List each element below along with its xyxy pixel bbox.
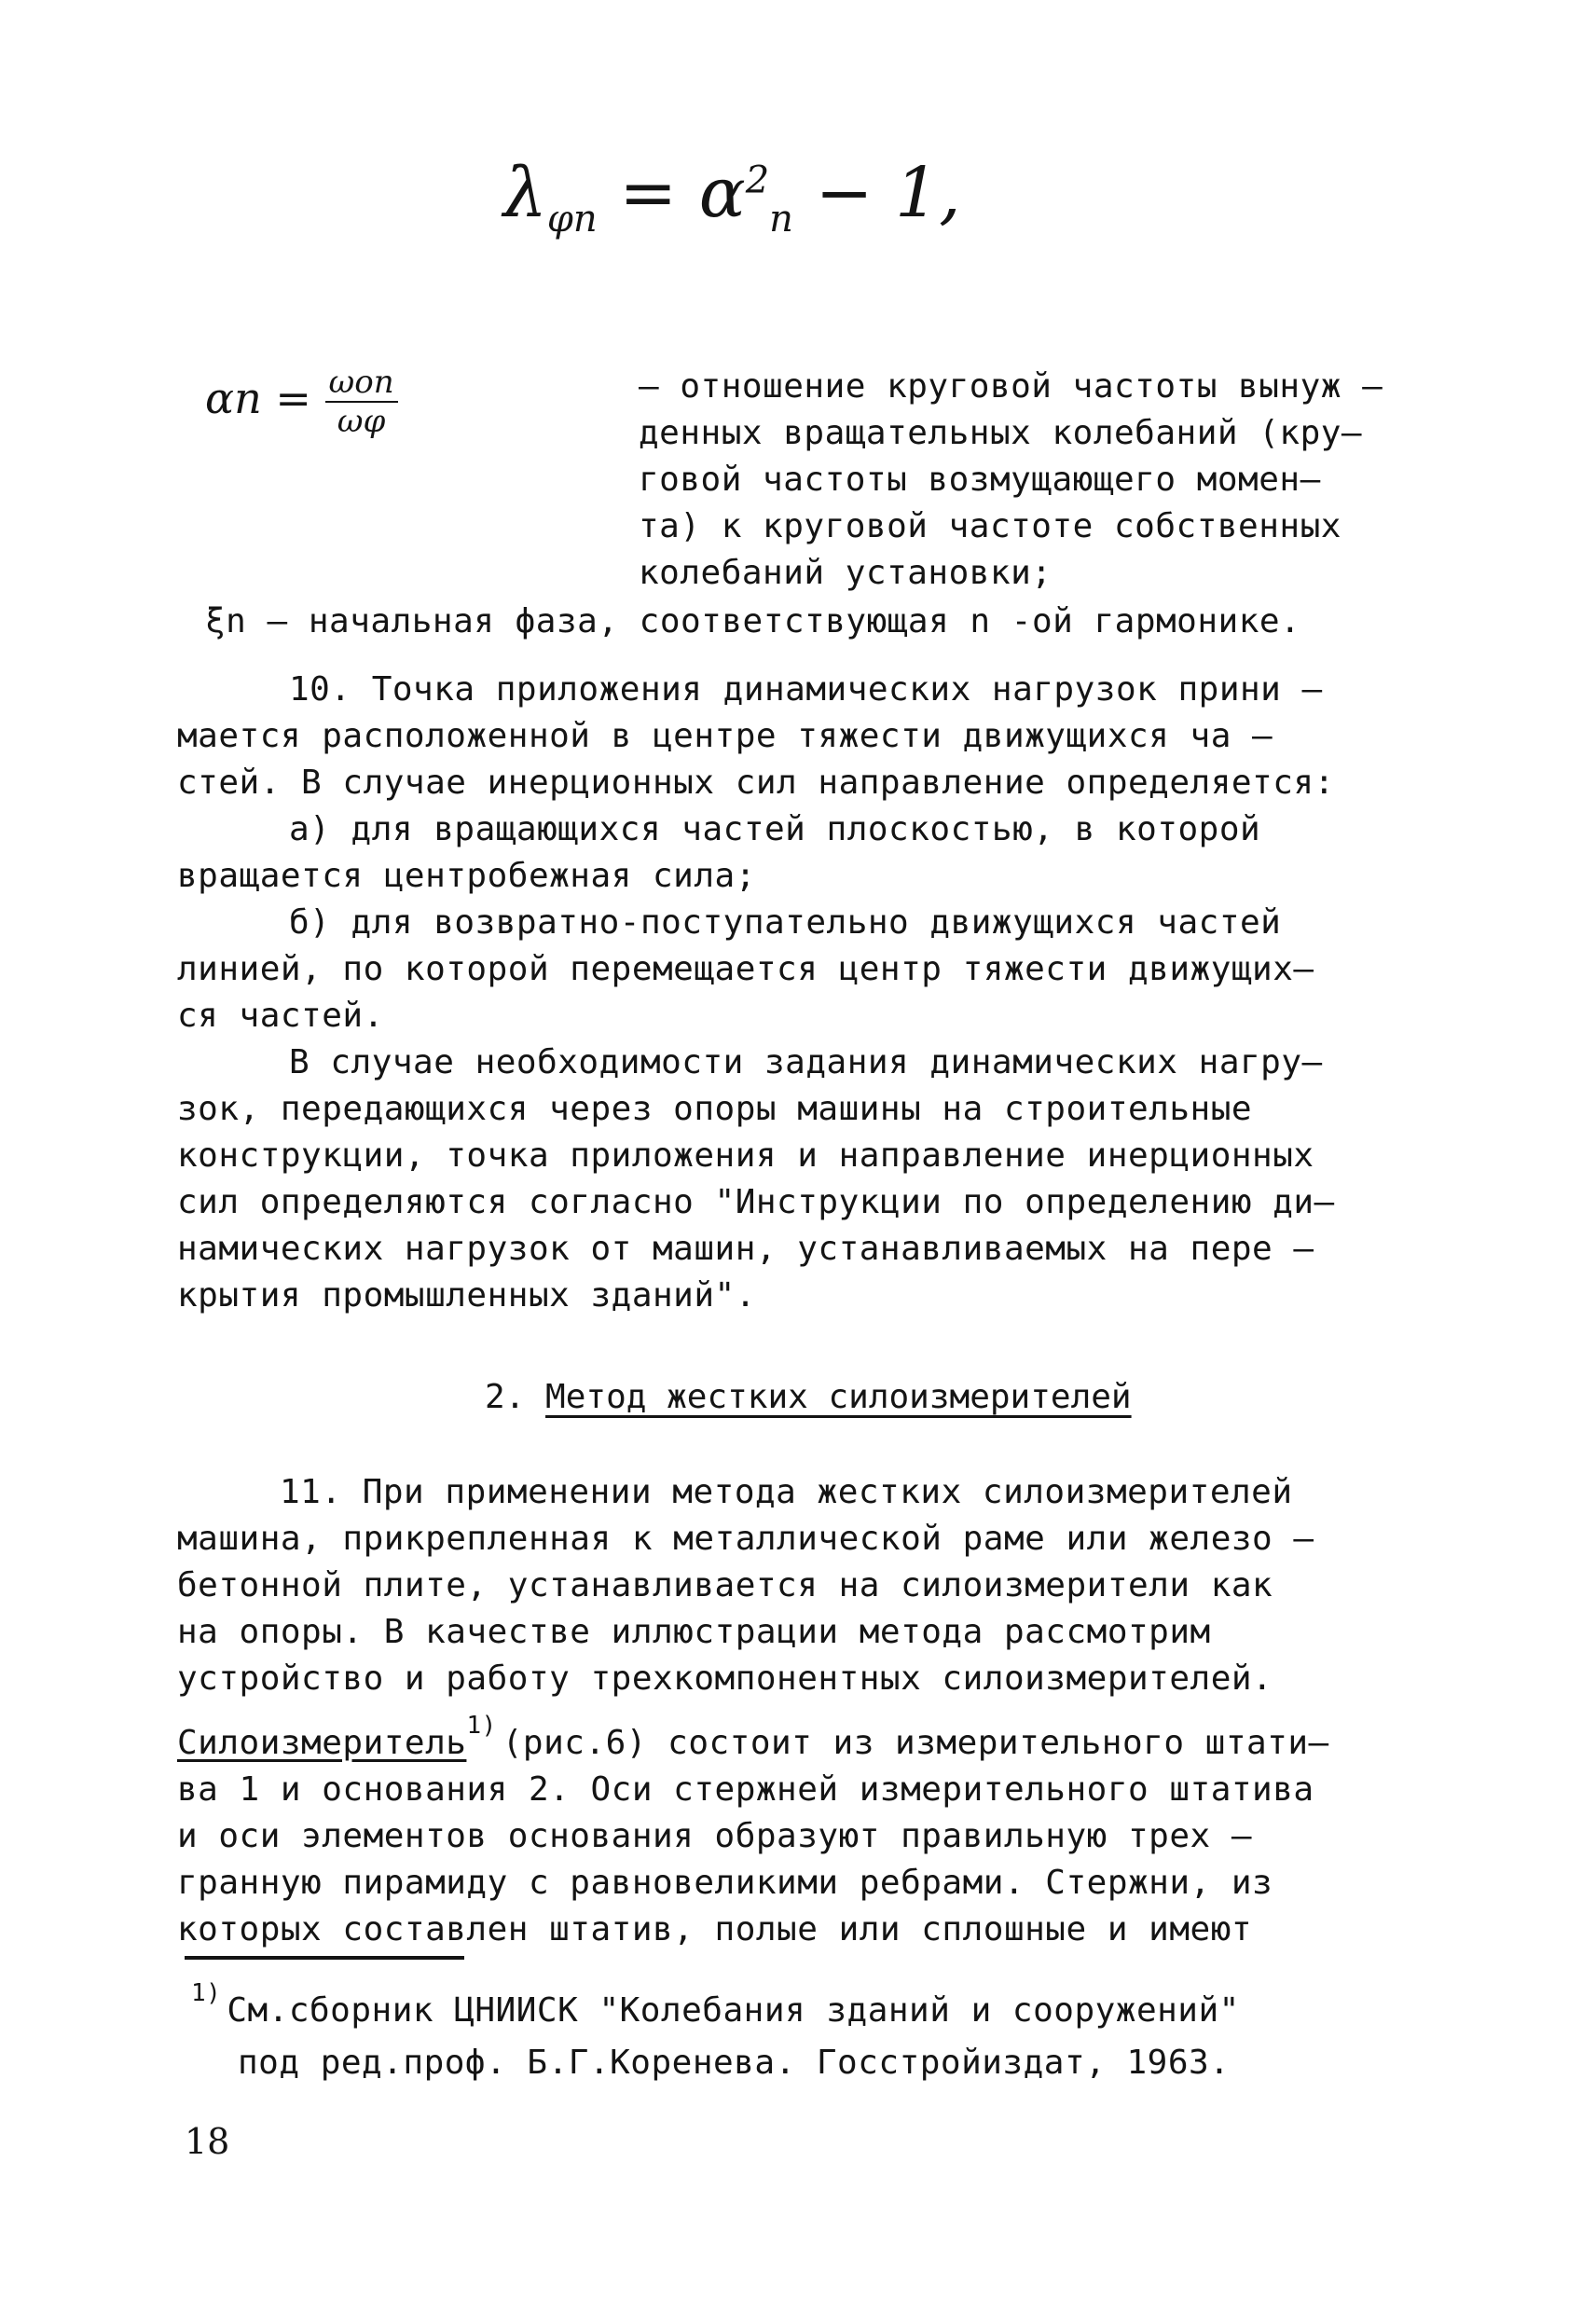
section-title: Метод жестких силоизмерителей	[545, 1378, 1132, 1416]
text-line: 11. При применении метода жестких силоизмерителей	[280, 1473, 1293, 1511]
alpha-definition-term	[205, 364, 398, 440]
text-line: – отношение круговой частоты вынуж –	[639, 367, 1383, 406]
text-line: вращается центробежная сила;	[177, 857, 756, 895]
text-line: стей. В случае инерционных сил направление определяется:	[177, 764, 1335, 802]
text-line: крытия промышленных зданий".	[177, 1276, 756, 1315]
footnote-mark: 1)	[191, 1979, 222, 2007]
text-line: ся частей.	[177, 997, 384, 1035]
formula-lambda	[503, 153, 961, 241]
footnote-line: под ред.проф. Б.Г.Коренева. Госстройиздат, 1963.	[238, 2044, 1231, 2082]
text-line: линией, по которой перемещается центр тяжести движущих–	[177, 950, 1314, 988]
alpha-term-equals: =	[275, 373, 311, 423]
formula-alpha: = α	[597, 153, 746, 233]
xi-definition: ξn – начальная фаза, соответствующая n -ой гармонике.	[205, 602, 1301, 640]
formula-lambda-symbol: λ	[503, 153, 547, 233]
text-line: мается расположенной в центре тяжести движущихся ча –	[177, 717, 1273, 755]
text-line: намических нагрузок от машин, устанавливаемых на пере –	[177, 1230, 1314, 1268]
text-line: 10. Точка приложения динамических нагрузок прини –	[289, 670, 1323, 709]
text-line: та) к круговой частоте собственных	[639, 507, 1341, 545]
text-line: конструкции, точка приложения и направление инерционных	[177, 1136, 1314, 1175]
text-line: которых составлен штатив, полые или сплошные и имеют	[177, 1910, 1253, 1948]
fraction-denominator: ωφ	[337, 403, 386, 440]
text-line: устройство и работу трехкомпонентных силоизмерителей.	[177, 1659, 1273, 1698]
footnote-reference[interactable]: 1)	[466, 1712, 497, 1740]
text-line: бетонной плите, устанавливается на силоизмерители как	[177, 1566, 1273, 1604]
formula-tail: − 1,	[792, 153, 961, 233]
footnote-divider	[185, 1956, 464, 1960]
formula-alpha-subscript: n	[769, 197, 793, 241]
text-line: колебаний установки;	[639, 554, 1053, 592]
text-line: зок, передающихся через опоры машины на строительные	[177, 1090, 1253, 1128]
text-line: б) для возвратно-поступательно движущихся частей	[289, 903, 1282, 942]
text-line: а) для вращающихся частей плоскостью, в которой	[289, 810, 1261, 848]
alpha-definition-text	[639, 364, 1473, 597]
text-line: денных вращательных колебаний (кру–	[639, 414, 1363, 452]
formula-lambda-subscript: φn	[546, 197, 598, 241]
formula-alpha-power: 2	[745, 158, 770, 202]
text-line: на опоры. В качестве иллюстрации метода рассмотрим	[177, 1613, 1211, 1651]
text-line-rest: (рис.6) состоит из измерительного штати–	[502, 1724, 1329, 1762]
text-line: сил определяются согласно "Инструкции по определению ди–	[177, 1183, 1335, 1221]
text-line: говой частоты возмущающего момен–	[639, 461, 1321, 499]
section-number: 2.	[485, 1378, 526, 1416]
section-heading	[485, 1378, 1132, 1416]
text-line: гранную пирамиду с равновеликими ребрами. Стержни, из	[177, 1864, 1273, 1902]
footnote	[191, 1967, 1459, 2089]
text-line	[177, 1702, 1464, 1767]
paragraph-11	[177, 1469, 1464, 1953]
alpha-term-symbol: αn	[205, 373, 262, 423]
footnote-text: См.сборник ЦНИИСК "Колебания зданий и сооружений"	[227, 1991, 1240, 2030]
text-line: машина, прикрепленная к металлической раме или железо –	[177, 1520, 1314, 1558]
text-line: и оси элементов основания образуют правильную трех –	[177, 1817, 1253, 1855]
paragraph-10	[177, 667, 1464, 1319]
text-line: В случае необходимости задания динамических нагру–	[289, 1043, 1323, 1081]
text-line: ва 1 и основания 2. Оси стержней измерительного штатива	[177, 1770, 1314, 1809]
page-number: 18	[185, 2121, 230, 2162]
underlined-term: Силоизмеритель	[177, 1724, 467, 1762]
omega-fraction	[325, 364, 398, 440]
fraction-numerator: ωon	[325, 364, 398, 403]
footnote-line	[191, 1967, 1459, 2037]
